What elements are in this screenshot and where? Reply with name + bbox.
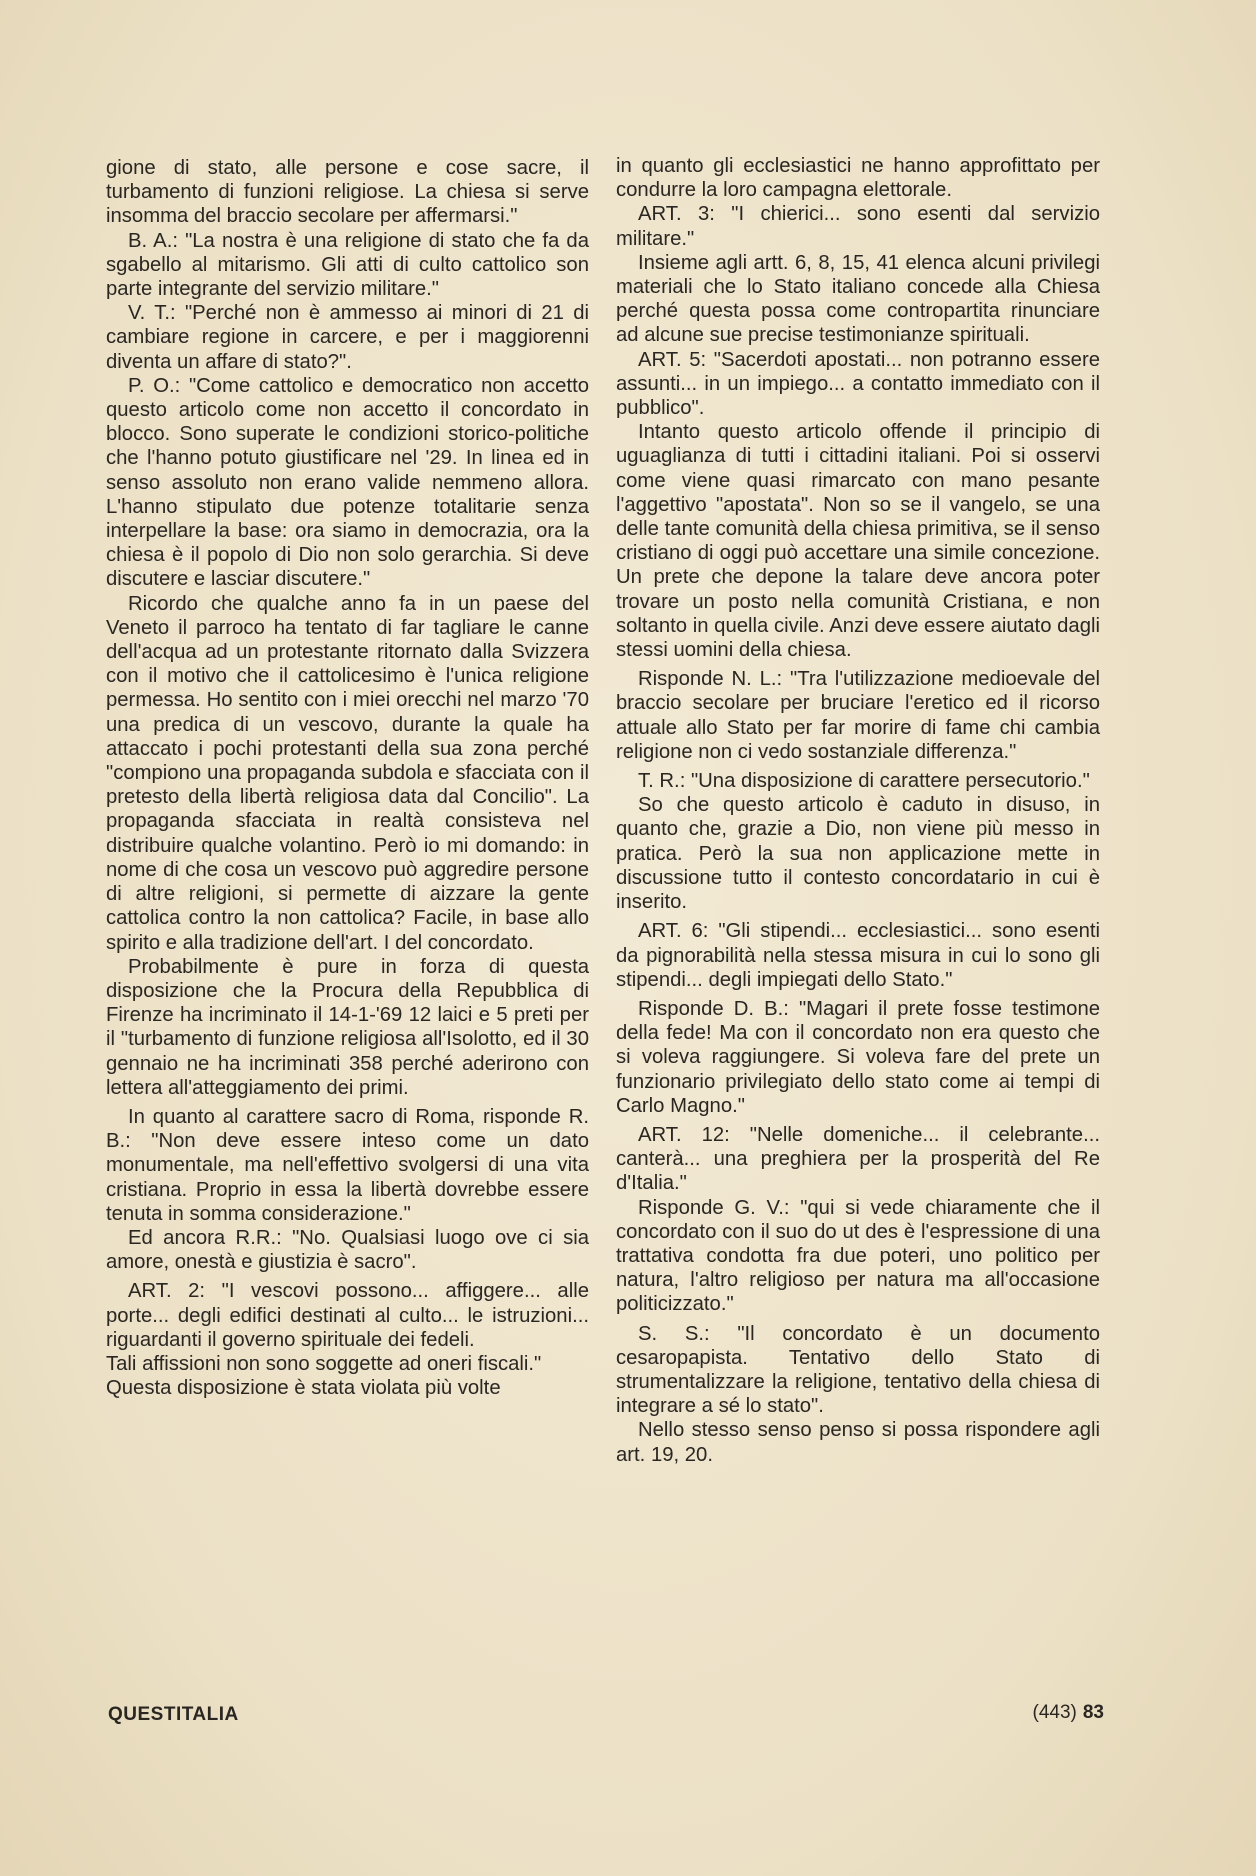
issue-reference: (443) <box>1032 1702 1077 1723</box>
right-column <box>616 154 1100 1467</box>
publication-name: QUESTITALIA <box>108 1704 239 1725</box>
page-number: 83 <box>1082 1702 1104 1723</box>
paragraph: Ricordo che qualche anno fa in un paese del Veneto il parroco ha tentato di far tagliare le canne dell'acqua ad un protestante ritornato dalla Svizzera con il motivo che il cattolicesimo è l'unica religione permessa. Ho sentito con i miei orecchi nel marzo '70 una predica di un vescovo, durante la quale ha attaccato i pochi protestanti della sua zona perché "compiono una propaganda subdola e sfacciata con il pretesto della libertà religiosa data dal Concilio". La propaganda sfacciata in realtà consisteva nel distribuire qualche volantino. Però io mi domando: in nome di che cosa un vescovo può aggredire persone di altre religioni, si permette di aizzare la gente cattolica contro la non cattolica? Facile, in base allo spirito e alla tradizione dell'art. I del concordato. <box>106 592 589 954</box>
paragraph: ART. 6: "Gli stipendi... ecclesiastici... sono esenti da pignorabilità nella stessa misura in cui lo sono gli stipendi... degli impiegati dello Stato." <box>616 920 1100 991</box>
paragraph: in quanto gli ecclesiastici ne hanno approfittato per condurre la loro campagna elettorale. <box>616 155 1100 202</box>
paragraph: Insieme agli artt. 6, 8, 15, 41 elenca alcuni privilegi materiali che lo Stato italiano concede alla Chiesa perché questa possa come contropartita rinunciare ad alcune sue precise testimonianze spirituali. <box>616 251 1100 347</box>
paragraph: Risponde N. L.: "Tra l'utilizzazione medioevale del braccio secolare per bruciare l'eretico ed il ricorso attuale allo Stato per far morire di fame chi cambia religione non ci vedo sostanziale differenza." <box>616 668 1100 763</box>
paragraph: gione di stato, alle persone e cose sacre, il turbamento di funzioni religiose. La chiesa si serve insomma del braccio secolare per affermarsi." <box>106 157 589 228</box>
paragraph: ART. 3: "I chierici... sono esenti dal servizio militare." <box>616 203 1100 250</box>
paragraph: Questa disposizione è stata violata più volte <box>106 1377 501 1400</box>
paragraph: Tali affissioni non sono soggette ad oneri fiscali." <box>106 1352 542 1375</box>
page-footer-number <box>1033 1702 1105 1724</box>
paragraph: B. A.: "La nostra è una religione di stato che fa da sgabello al mitarismo. Gli atti di culto cattolico son parte integrante del servizio militare." <box>106 229 589 301</box>
paragraph: Probabilmente è pure in forza di questa disposizione che la Procura della Repubblica di Firenze ha incriminato il 14-1-'69 12 laici e 5 preti per il "turbamento di funzione religiosa all'Isolotto, ed il 30 gennaio ne ha incriminati 358 perché aderirono con lettera all'atteggiamento dei primi. <box>106 955 589 1099</box>
paragraph: ART. 5: "Sacerdoti apostati... non potranno essere assunti... in un impiego... a contatto immediato con il pubblico". <box>616 348 1100 420</box>
paragraph: ART. 12: "Nelle domeniche... il celebrante... canterà... una preghiera per la prosperità del Re d'Italia." <box>616 1123 1100 1195</box>
paragraph: In quanto al carattere sacro di Roma, risponde R. B.: "Non deve essere inteso come un dato monumentale, ma nell'effettivo svolgersi di una vita cristiana. Proprio in essa la libertà dovrebbe essere tenuta in somma considerazione." <box>106 1105 589 1225</box>
left-column <box>106 156 589 1400</box>
paragraph: Nello stesso senso penso si possa rispondere agli art. 19, 20. <box>616 1419 1100 1466</box>
paragraph: Intanto questo articolo offende il principio di uguaglianza di tutti i cittadini italiani. Poi si osservi come viene quasi rimarcato con mano pesante l'aggettivo "apostata". Non so se il vangelo, se una delle tante comunità della chiesa primitiva, se il senso cristiano di oggi può accettare una simile concezione. Un prete che depone la talare deve ancora poter trovare un posto nella comunità Cristiana, e non soltanto in quella civile. Anzi deve essere aiutato dagli stessi uomini della chiesa. <box>616 421 1100 662</box>
paragraph: T. R.: "Una disposizione di carattere persecutorio." <box>638 770 1090 793</box>
paragraph: S. S.: "Il concordato è un documento cesaropapista. Tentativo dello Stato di strumentalizzare la religione, tentativo della chiesa di integrare a sé lo stato". <box>616 1322 1100 1418</box>
paragraph: Ed ancora R.R.: "No. Qualsiasi luogo ove ci sia amore, onestà e giustizia è sacro". <box>106 1226 589 1274</box>
paragraph: So che questo articolo è caduto in disuso, in quanto che, grazie a Dio, non viene più messo in pratica. Però la sua non applicazione mette in discussione tutto il contesto concordatario in cui è inserito. <box>616 794 1100 914</box>
paragraph: ART. 2: "I vescovi possono... affiggere... alle porte... degli edifici destinati al culto... le istruzioni... riguardanti il governo spirituale dei fedeli. <box>106 1280 589 1351</box>
paragraph: V. T.: "Perché non è ammesso ai minori di 21 di cambiare regione in carcere, e per i maggiorenni diventa un affare di stato?". <box>106 302 589 373</box>
paragraph: P. O.: "Come cattolico e democratico non accetto questo articolo come non accetto il concordato in blocco. Sono superate le condizioni storico-politiche che l'hanno potuto giustificare nel '29. In linea ed in senso assoluto non erano valide nemmeno allora. L'hanno stipulato due potenze totalitarie senza interpellare la base: ora siamo in democrazia, ora la chiesa è il popolo di Dio non solo gerarchia. Si deve discutere e lasciar discutere." <box>106 374 589 591</box>
paragraph: Risponde G. V.: "qui si vede chiaramente che il concordato con il suo do ut des è l'espressione di una trattativa condotta fra due poteri, uno politico per natura, l'altro religioso per natura ma all'occasione politicizzato." <box>616 1196 1100 1316</box>
paragraph: Risponde D. B.: "Magari il prete fosse testimone della fede! Ma con il concordato non era questo che si voleva raggiungere. Si voleva fare del prete un funzionario privilegiato dello stato come ai tempi di Carlo Magno." <box>616 997 1100 1117</box>
